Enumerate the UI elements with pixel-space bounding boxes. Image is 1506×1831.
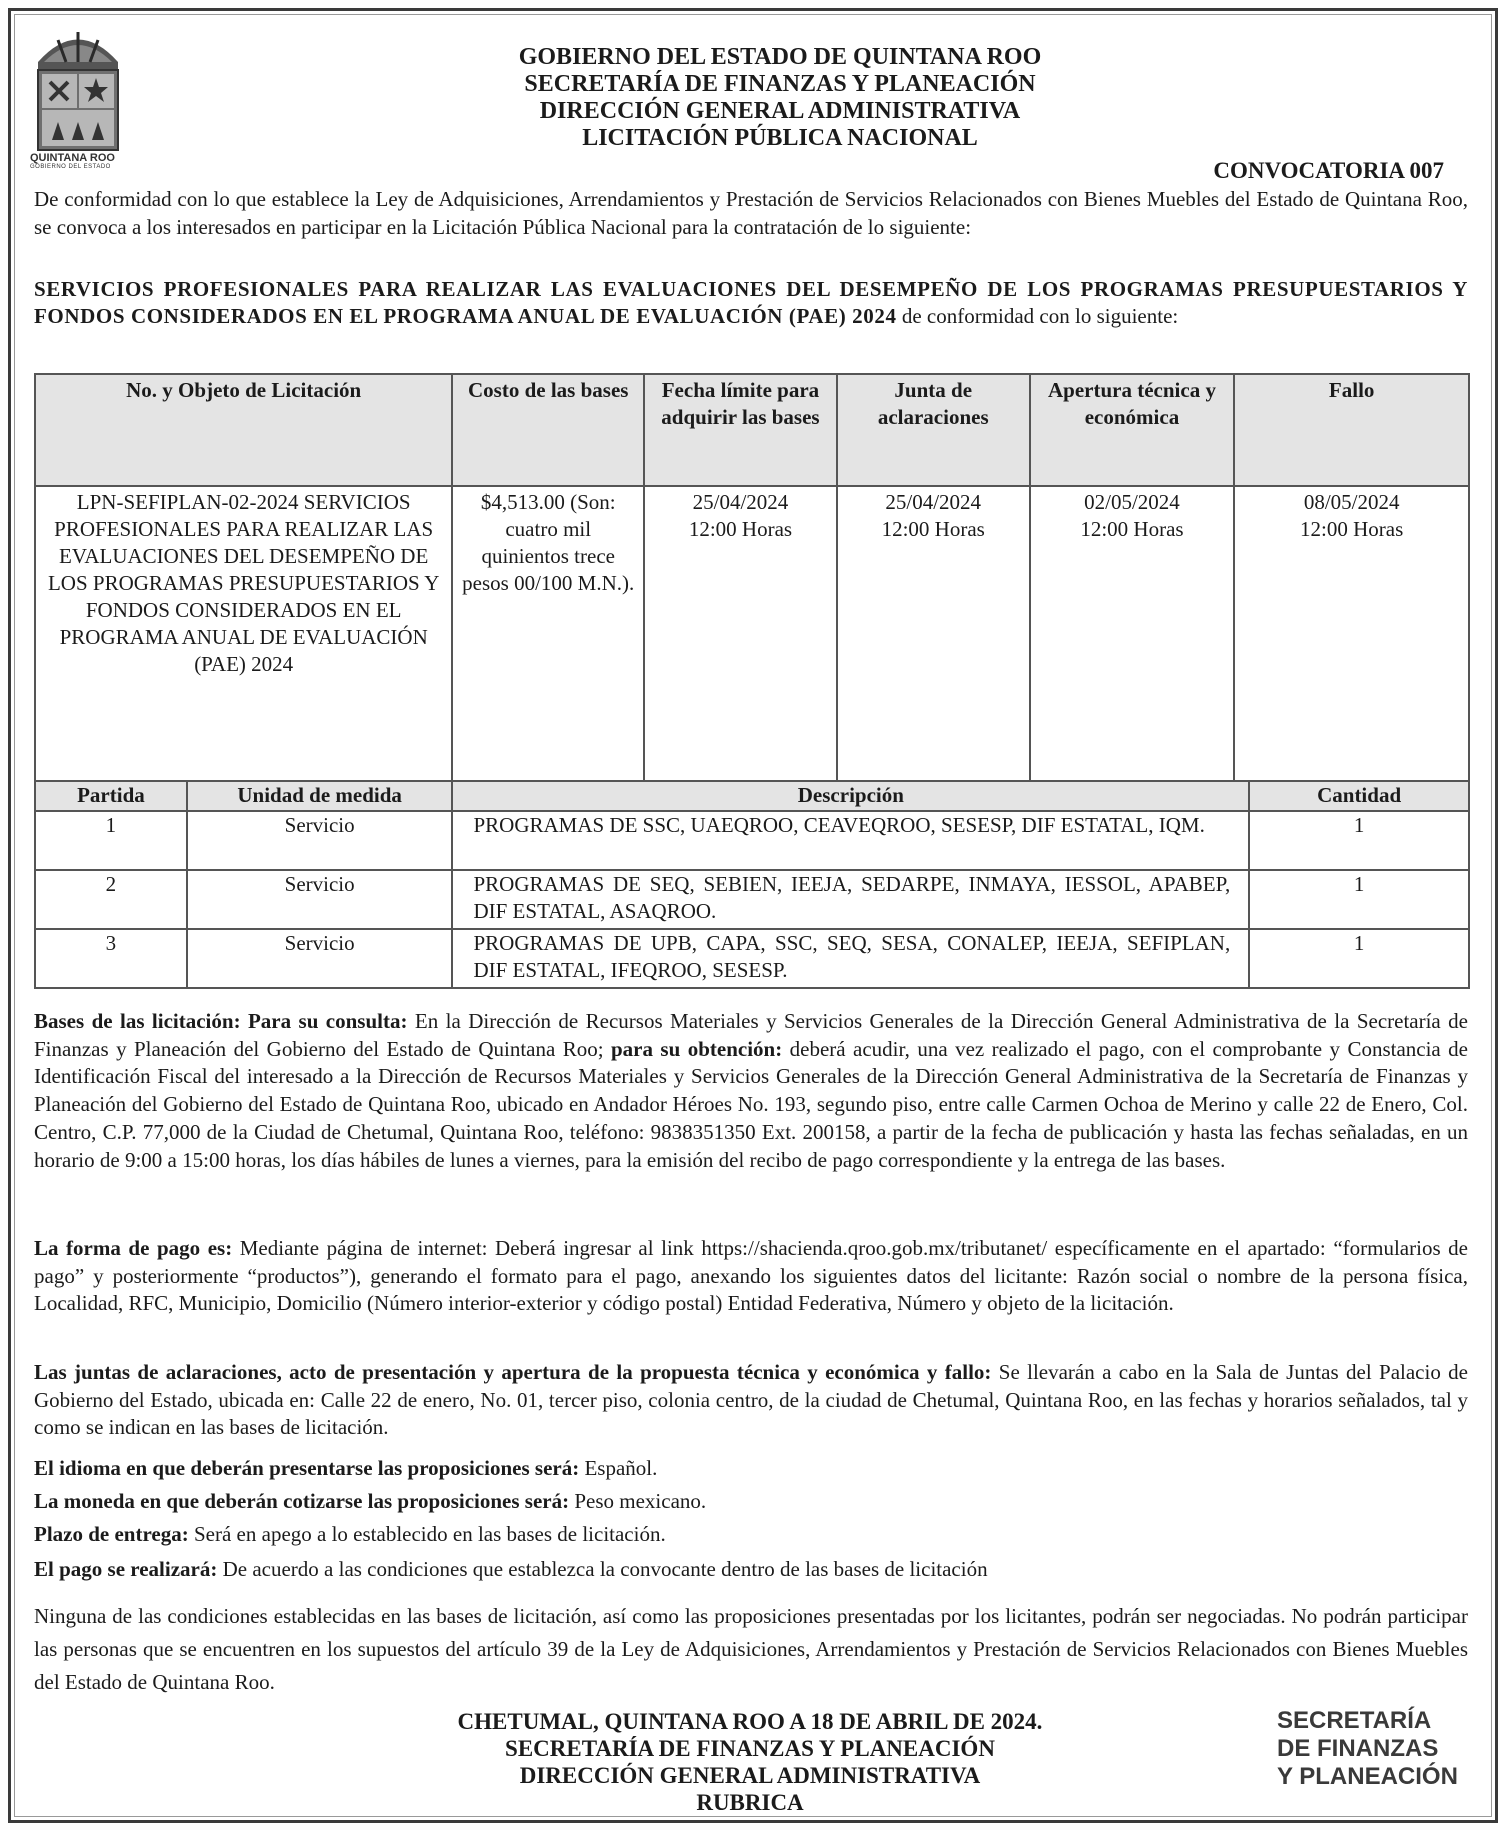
moneda-label: La moneda en que deberán cotizarse las proposiciones será: bbox=[34, 1489, 570, 1513]
cell-time: 12:00 Horas bbox=[688, 517, 793, 541]
obtencion-label: para su obtención: bbox=[611, 1036, 783, 1061]
cell-descripcion: PROGRAMAS DE SEQ, SEBIEN, IEEJA, SEDARPE, INMAYA, IESSOL, APABEP, DIF ESTATAL, ASAQROO. bbox=[452, 870, 1249, 929]
idioma-paragraph bbox=[34, 1455, 1468, 1483]
seal-line-3: Y PLANEACIÓN bbox=[1277, 1763, 1458, 1790]
header-line-4: LICITACIÓN PÚBLICA NACIONAL bbox=[582, 125, 978, 151]
juntas-paragraph bbox=[34, 1359, 1468, 1442]
col-header-junta: Junta de aclaraciones bbox=[837, 374, 1030, 486]
cell-date: 02/05/2024 bbox=[1084, 490, 1180, 514]
cell-unidad: Servicio bbox=[187, 870, 453, 929]
plazo-label: Plazo de entrega: bbox=[34, 1522, 189, 1546]
col-header-fecha-limite: Fecha límite para adquirir las bases bbox=[644, 374, 837, 486]
col-header-descripcion: Descripción bbox=[452, 781, 1249, 811]
pago-realizara-paragraph bbox=[34, 1556, 1468, 1584]
subject-paragraph bbox=[34, 276, 1468, 330]
ninguna-paragraph: Ninguna de las condiciones establecidas en las bases de licitación, así como las proposiciones presentadas por los licitantes, podrán ser negociadas. No podrán participar las personas que se encuentren en los supuestos del artículo 39 de la Ley de Adquisiciones, Arrendamientos y Prestación de Servicios Relacionados con Bienes Muebles del Estado de Quintana Roo. bbox=[34, 1604, 1468, 1694]
obtencion-text: deberá acudir, una vez realizado el pago, con el comprobante y Constancia de Identificación Fiscal del interesado a la Dirección de Recursos Materiales y Servicios Generales de la Dirección General Administrativa de la Secretaría de Finanzas y Planeación del Gobierno del Estado de Quintana Roo, ubicado en Andador Héroes No. 193, segundo piso, entre calle Carmen Ochoa de Merino y calle 22 de Enero, Col. Centro, C.P. 77,000 de la Ciudad de Chetumal, Quintana Roo, teléfono: 9838351350 Ext. 200158, a partir de la fecha de publicación y hasta las fechas señaladas, en un horario de 9:00 a 15:00 horas, los días hábiles de lunes a viernes, para la emisión del recibo de pago correspondiente y la entrega de las bases. bbox=[34, 1036, 1469, 1172]
table-row bbox=[35, 486, 1469, 781]
idioma-text: Español. bbox=[579, 1456, 658, 1480]
subject-rest: de conformidad con lo siguiente: bbox=[896, 304, 1179, 328]
cell-descripcion: PROGRAMAS DE UPB, CAPA, SSC, SEQ, SESA, CONALEP, IEEJA, SEFIPLAN, DIF ESTATAL, IFEQROO, SESESP. bbox=[452, 929, 1249, 988]
cell-cantidad: 1 bbox=[1249, 929, 1469, 988]
cell-descripcion: PROGRAMAS DE SSC, UAEQROO, CEAVEQROO, SESESP, DIF ESTATAL, IQM. bbox=[452, 811, 1249, 870]
consulta-text: En la Dirección de Recursos Materiales y Servicios Generales de la Dirección General Administrativa de la Secretaría de Finanzas y Planeación del Gobierno del Estado de Quintana Roo; bbox=[34, 1009, 1468, 1061]
seal-line-2: DE FINANZAS bbox=[1277, 1735, 1439, 1762]
moneda-paragraph bbox=[34, 1488, 1468, 1516]
partidas-table-header bbox=[35, 781, 1469, 811]
header-line-3: DIRECCIÓN GENERAL ADMINISTRATIVA bbox=[539, 98, 1021, 124]
licitacion-table-header bbox=[35, 374, 1469, 486]
logo-subname: GOBIERNO DEL ESTADO bbox=[30, 164, 111, 170]
juntas-text: Se llevarán a cabo en la Sala de Juntas del Palacio de Gobierno del Estado, ubicada en: Calle 22 de enero, No. 01, tercer piso, colonia centro, de la ciudad de Chetumal, Quintana Roo, en las fechas y horarios señalados, tal y como se indican en las bases de licitación. bbox=[34, 1360, 1468, 1440]
bases-paragraph bbox=[34, 1008, 1468, 1174]
table-row bbox=[35, 811, 1469, 870]
footer-line-1: CHETUMAL, QUINTANA ROO A 18 DE ABRIL DE 2024. bbox=[457, 1709, 1043, 1734]
pago-paragraph bbox=[34, 1235, 1468, 1318]
cell-costo: $4,513.00 (Son: cuatro mil quinientos trece pesos 00/100 M.N.). bbox=[452, 486, 644, 781]
cell-partida: 2 bbox=[35, 870, 187, 929]
cell-time: 12:00 Horas bbox=[1080, 517, 1184, 541]
cell-partida: 3 bbox=[35, 929, 187, 988]
cell-apertura bbox=[1030, 486, 1235, 781]
cell-fallo bbox=[1234, 486, 1469, 781]
document-header bbox=[360, 44, 1200, 152]
footer-line-3: DIRECCIÓN GENERAL ADMINISTRATIVA bbox=[519, 1763, 981, 1788]
pago-realizara-text: De acuerdo a las condiciones que establezca la convocante dentro de las bases de licitación bbox=[217, 1557, 988, 1581]
header-line-1: GOBIERNO DEL ESTADO DE QUINTANA ROO bbox=[518, 44, 1042, 70]
cell-objeto: LPN-SEFIPLAN-02-2024 SERVICIOS PROFESIONALES PARA REALIZAR LAS EVALUACIONES DEL DESEMPEÑO DE LOS PROGRAMAS PRESUPUESTARIOS Y FONDOS CONSIDERADOS EN EL PROGRAMA ANUAL DE EVALUACIÓN (PAE) 2024 bbox=[35, 486, 452, 781]
partidas-table bbox=[34, 780, 1470, 989]
plazo-text: Será en apego a lo establecido en las bases de licitación. bbox=[188, 1522, 666, 1546]
consulta-label: Para su consulta: bbox=[247, 1009, 408, 1033]
juntas-label: Las juntas de aclaraciones, acto de presentación y apertura de la propuesta técnica y económica y fallo: bbox=[34, 1360, 992, 1384]
cell-time: 12:00 Horas bbox=[1300, 517, 1404, 541]
logo-name: QUINTANA ROO bbox=[30, 152, 115, 164]
col-header-partida: Partida bbox=[35, 781, 187, 811]
intro-paragraph: De conformidad con lo que establece la Ley de Adquisiciones, Arrendamientos y Prestación de Servicios Relacionados con Bienes Muebles del Estado de Quintana Roo, se convoca a los interesados en participar en la Licitación Pública Nacional para la contratación de lo siguiente: bbox=[34, 187, 1468, 239]
col-header-objeto: No. y Objeto de Licitación bbox=[35, 374, 452, 486]
subject-title: SERVICIOS PROFESIONALES PARA REALIZAR LAS EVALUACIONES DEL DESEMPEÑO DE LOS PROGRAMAS PRESUPUESTARIOS Y FONDOS CONSIDERADOS EN EL PROGRAMA ANUAL DE EVALUACIÓN (PAE) 2024 bbox=[34, 277, 1468, 328]
cell-date: 08/05/2024 bbox=[1303, 490, 1400, 514]
col-header-apertura: Apertura técnica y económica bbox=[1030, 374, 1235, 486]
seal-line-1: SECRETARÍA bbox=[1277, 1707, 1432, 1734]
pago-text: Mediante página de internet: Deberá ingresar al link https://shacienda.qroo.gob.mx/tributanet/ específicamente en el apartado: “formularios de pago” y posteriormente “productos”), generando el formato para el pago, anexando los siguientes datos del licitante: Razón social o nombre de la persona física, Localidad, RFC, Municipio, Domicilio (Número interior-exterior y código postal) Entidad Federativa, Número y objeto de la licitación. bbox=[34, 1236, 1468, 1316]
table-row bbox=[35, 870, 1469, 929]
cell-junta bbox=[837, 486, 1030, 781]
licitacion-table bbox=[34, 373, 1470, 782]
col-header-unidad: Unidad de medida bbox=[187, 781, 453, 811]
cell-unidad: Servicio bbox=[187, 929, 453, 988]
pago-label: La forma de pago es: bbox=[34, 1236, 233, 1260]
footer-line-4: RUBRICA bbox=[696, 1790, 804, 1815]
plazo-paragraph bbox=[34, 1521, 1468, 1549]
cell-cantidad: 1 bbox=[1249, 870, 1469, 929]
logo-caption bbox=[30, 152, 130, 170]
footer-line-2: SECRETARÍA DE FINANZAS Y PLANEACIÓN bbox=[505, 1736, 995, 1761]
cell-fecha-limite bbox=[644, 486, 837, 781]
secretaria-seal bbox=[1277, 1707, 1497, 1791]
bases-label: Bases de las licitación: bbox=[34, 1009, 241, 1033]
document-footer bbox=[345, 1708, 1155, 1816]
moneda-text: Peso mexicano. bbox=[569, 1489, 707, 1513]
idioma-label: El idioma en que deberán presentarse las proposiciones será: bbox=[34, 1456, 580, 1480]
cell-time: 12:00 Horas bbox=[881, 517, 985, 541]
cell-cantidad: 1 bbox=[1249, 811, 1469, 870]
convocatoria-number: CONVOCATORIA 007 bbox=[1213, 158, 1444, 183]
col-header-costo: Costo de las bases bbox=[452, 374, 644, 486]
cell-date: 25/04/2024 bbox=[885, 490, 982, 514]
col-header-cantidad: Cantidad bbox=[1249, 781, 1469, 811]
coat-of-arms-icon bbox=[28, 22, 128, 172]
cell-date: 25/04/2024 bbox=[692, 490, 789, 514]
col-header-fallo: Fallo bbox=[1234, 374, 1469, 486]
cell-unidad: Servicio bbox=[187, 811, 453, 870]
cell-partida: 1 bbox=[35, 811, 187, 870]
header-line-2: SECRETARÍA DE FINANZAS Y PLANEACIÓN bbox=[524, 71, 1036, 97]
pago-realizara-label: El pago se realizará: bbox=[34, 1557, 218, 1581]
table-row bbox=[35, 929, 1469, 988]
